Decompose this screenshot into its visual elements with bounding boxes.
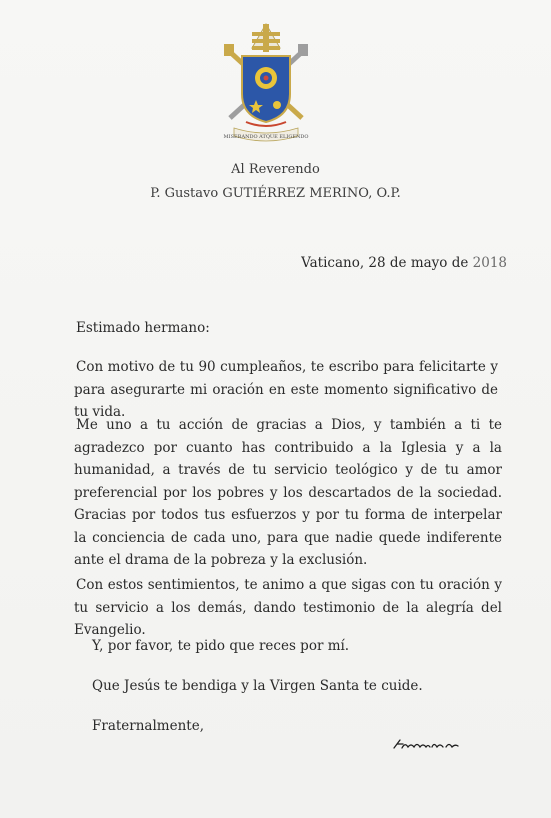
- paragraph-text: Con motivo de tu 90 cumpleaños, te escribo para felicitarte y para asegurarte mi oración en este momento significativo de tu vida.: [74, 359, 498, 420]
- body-paragraph-2: [74, 414, 502, 572]
- closing-valediction: Fraternalmente,: [92, 718, 204, 734]
- closing-blessing: Que Jesús te bendiga y la Virgen Santa te cuide.: [92, 678, 423, 694]
- letter-date: [301, 255, 507, 271]
- closing-request: Y, por favor, te pido que reces por mí.: [92, 638, 350, 654]
- greeting: Estimado hermano:: [76, 320, 210, 336]
- paragraph-text: Con estos sentimientos, te animo a que sigas con tu oración y tu servicio a los demás, dando testimonio de la alegría del Evangelio.: [74, 577, 502, 638]
- body-paragraph-3: [74, 574, 502, 642]
- svg-text:MISERANDO ATQUE ELIGENDO: MISERANDO ATQUE ELIGENDO: [223, 134, 309, 140]
- handwritten-signature-icon: [392, 736, 462, 754]
- addressee-title: Al Reverendo: [231, 162, 320, 177]
- date-place-day: Vaticano, 28 de mayo de: [301, 255, 469, 271]
- paragraph-text: Me uno a tu acción de gracias a Dios, y también a ti te agradezco por cuanto has contribuido a la Iglesia y a la humanidad, a través de tu servicio teológico y de tu amor preferencial por los pobres y los descartados de la sociedad. Gracias por todos tus esfuerzos y por tu forma de interpelar la conciencia de cada uno, para que nadie quede indiferente ante el drama de la pobreza y la exclusión.: [74, 417, 502, 568]
- addressee-name: P. Gustavo GUTIÉRREZ MERINO, O.P.: [150, 186, 401, 201]
- date-year: 2018: [472, 255, 507, 271]
- papal-coat-of-arms-icon: [216, 18, 316, 146]
